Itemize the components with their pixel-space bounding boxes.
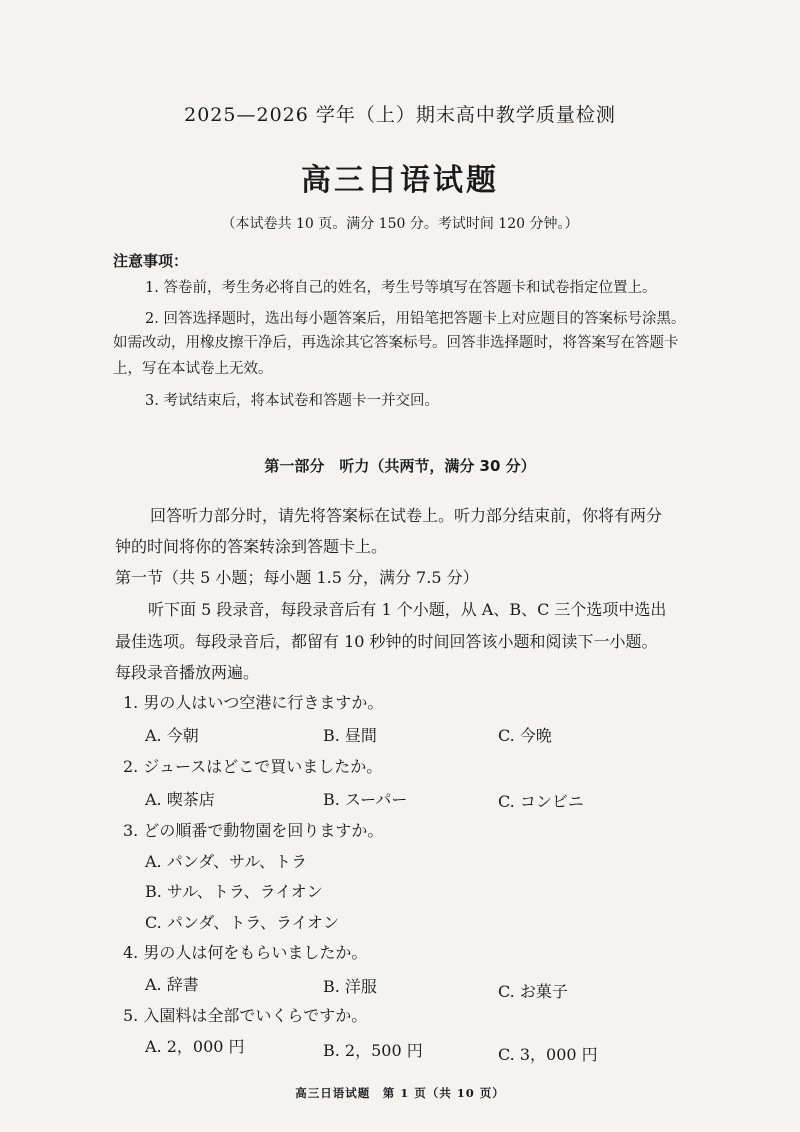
question-2: 2. ジュースはどこで買いましたか。 bbox=[123, 757, 383, 776]
page-footer: 高三日语试题 第 1 页（共 10 页） bbox=[295, 1086, 505, 1100]
question-5: 5. 入園料は全部でいくらですか。 bbox=[123, 1006, 368, 1025]
question-4-option-a: A. 辞書 bbox=[145, 975, 199, 994]
exam-info: （本试卷共 10 页。满分 150 分。考试时间 120 分钟。） bbox=[221, 216, 579, 232]
notice-heading: 注意事项： bbox=[113, 252, 189, 270]
question-4: 4. 男の人は何をもらいましたか。 bbox=[123, 943, 368, 962]
question-3-option-a: A. パンダ、サル、トラ bbox=[145, 852, 308, 871]
question-4-option-c: C. お菓子 bbox=[498, 982, 568, 1001]
question-4-option-b: B. 洋服 bbox=[323, 977, 377, 996]
question-2-option-c: C. コンビニ bbox=[498, 792, 584, 811]
question-3: 3. どの順番で動物園を回りますか。 bbox=[123, 821, 384, 840]
notice-item: 2. 回答选择题时，选出每小题答案后，用铅笔把答题卡上对应题目的答案标号涂黑。 bbox=[145, 311, 686, 327]
question-5-option-a: A. 2，000 円 bbox=[145, 1037, 245, 1056]
exam-title: 高三日语试题 bbox=[301, 163, 499, 198]
question-3-option-b: B. サル、トラ、ライオン bbox=[145, 882, 323, 901]
section-instructions-continuation: 最佳选项。每段录音后，都留有 10 秒钟的时间回答该小题和阅读下一小题。 bbox=[115, 632, 658, 651]
question-1-option-b: B. 昼間 bbox=[323, 726, 377, 745]
question-2-option-b: B. スーパー bbox=[323, 790, 408, 809]
question-5-option-b: B. 2，500 円 bbox=[323, 1041, 423, 1060]
question-3-option-c: C. パンダ、トラ、ライオン bbox=[145, 913, 340, 932]
notice-item-continuation: 如需改动，用橡皮擦干净后，再选涂其它答案标号。回答非选择题时，将答案写在答题卡 bbox=[113, 335, 679, 351]
part-intro-continuation: 钟的时间将你的答案转涂到答题卡上。 bbox=[115, 537, 388, 556]
section-instructions: 听下面 5 段录音，每段录音后有 1 个小题，从 A、B、C 三个选项中选出 bbox=[148, 600, 667, 619]
part-heading: 第一部分 听力（共两节，满分 30 分） bbox=[264, 457, 536, 475]
question-1-option-a: A. 今朝 bbox=[145, 726, 199, 745]
notice-item-continuation: 上，写在本试卷上无效。 bbox=[113, 361, 273, 377]
section-heading: 第一节（共 5 小题；每小题 1.5 分，满分 7.5 分） bbox=[115, 568, 479, 587]
notice-item: 1. 答卷前，考生务必将自己的姓名，考生号等填写在答题卡和试卷指定位置上。 bbox=[145, 280, 657, 296]
part-intro: 回答听力部分时，请先将答案标在试卷上。听力部分结束前，你将有两分 bbox=[150, 506, 663, 525]
question-1-option-c: C. 今晩 bbox=[498, 726, 552, 745]
question-1: 1. 男の人はいつ空港に行きますか。 bbox=[123, 693, 384, 712]
section-instructions-continuation: 每段录音播放两遍。 bbox=[115, 663, 260, 682]
question-2-option-a: A. 喫茶店 bbox=[145, 790, 215, 809]
exam-header: 2025—2026 学年（上）期末高中教学质量检测 bbox=[184, 104, 616, 126]
notice-item: 3. 考试结束后，将本试卷和答题卡一并交回。 bbox=[145, 393, 439, 409]
question-5-option-c: C. 3，000 円 bbox=[498, 1045, 598, 1064]
